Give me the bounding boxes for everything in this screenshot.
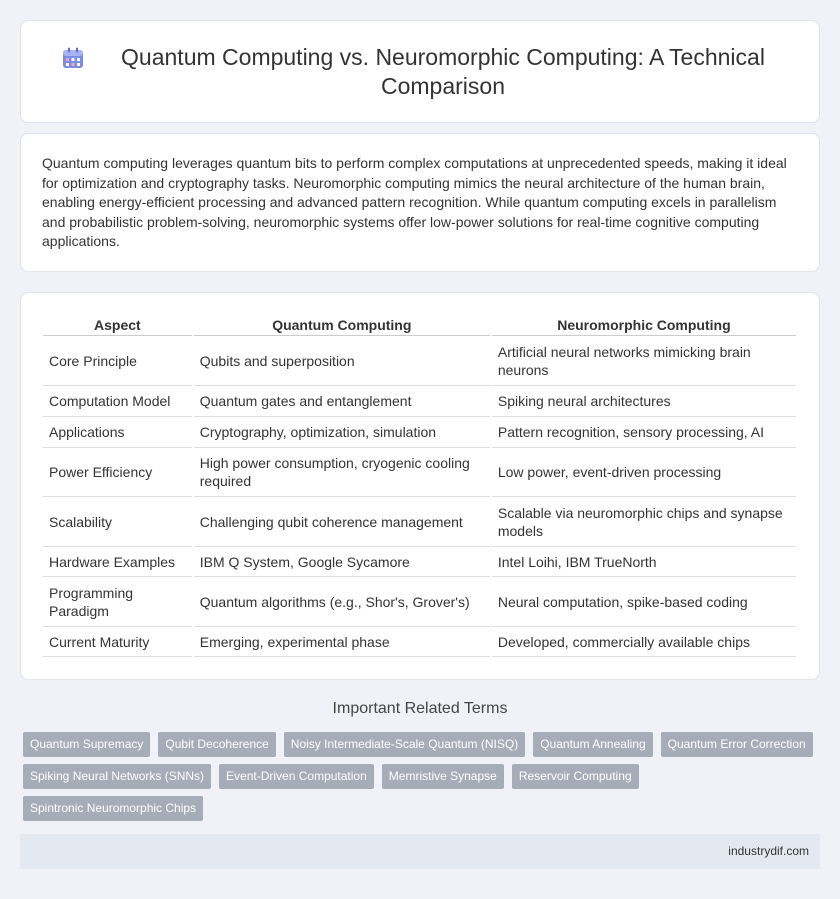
- cell-quantum: Cryptography, optimization, simulation: [194, 417, 490, 448]
- related-tag[interactable]: Spiking Neural Networks (SNNs): [23, 764, 211, 789]
- cell-quantum: Emerging, experimental phase: [194, 627, 490, 657]
- table-row: [43, 448, 796, 497]
- cell-neuromorphic: Pattern recognition, sensory processing, AI: [492, 417, 796, 448]
- related-tag[interactable]: Event-Driven Computation: [219, 764, 374, 789]
- cell-aspect: Current Maturity: [43, 627, 192, 657]
- cell-aspect: Core Principle: [43, 336, 192, 386]
- cell-aspect: Computation Model: [43, 386, 192, 417]
- cell-neuromorphic: Low power, event-driven processing: [492, 448, 796, 497]
- header-aspect: Aspect: [43, 313, 192, 336]
- cell-aspect: Scalability: [43, 497, 192, 547]
- comparison-table: [41, 313, 798, 657]
- table-header-row: [43, 313, 796, 336]
- cell-neuromorphic: Neural computation, spike-based coding: [492, 577, 796, 627]
- related-tag[interactable]: Memristive Synapse: [382, 764, 504, 789]
- footer: [20, 834, 820, 869]
- related-tag[interactable]: Quantum Error Correction: [661, 732, 813, 757]
- title-card: [20, 20, 820, 123]
- footer-site[interactable]: industrydif.com: [728, 844, 809, 858]
- intro-paragraph: Quantum computing leverages quantum bits to perform complex computations at unprecedented speeds, making it ideal for optimization and cryptography tasks. Neuromorphic computing mimics the neural architecture of the human brain, enabling energy-efficient processing and advanced pattern recognition. While quantum computing excels in parallelism and probabilistic problem-solving, neuromorphic systems offer low-power solutions for real-time cognitive computing applications.: [42, 155, 787, 250]
- cell-quantum: Challenging qubit coherence management: [194, 497, 490, 547]
- related-tag[interactable]: Reservoir Computing: [512, 764, 639, 789]
- intro-card: [20, 133, 820, 272]
- page-title: Quantum Computing vs. Neuromorphic Computing: A Technical Comparison: [121, 43, 765, 99]
- cell-neuromorphic: Developed, commercially available chips: [492, 627, 796, 657]
- table-row: [43, 627, 796, 657]
- table-row: [43, 497, 796, 547]
- table-row: [43, 547, 796, 577]
- header-quantum: Quantum Computing: [194, 313, 490, 336]
- related-terms-list: [23, 732, 823, 828]
- cell-aspect: Hardware Examples: [43, 547, 192, 577]
- related-tag[interactable]: Quantum Supremacy: [23, 732, 150, 757]
- comparison-card: [20, 292, 820, 680]
- cell-quantum: High power consumption, cryogenic cooling required: [194, 448, 490, 497]
- cell-neuromorphic: Spiking neural architectures: [492, 386, 796, 417]
- header-neuromorphic: Neuromorphic Computing: [492, 313, 796, 336]
- table-row: [43, 386, 796, 417]
- table-row: [43, 577, 796, 627]
- cell-aspect: Programming Paradigm: [43, 577, 192, 627]
- cell-aspect: Power Efficiency: [43, 448, 192, 497]
- related-terms-title: Important Related Terms: [332, 700, 508, 717]
- related-tag[interactable]: Quantum Annealing: [533, 732, 652, 757]
- cell-aspect: Applications: [43, 417, 192, 448]
- cell-neuromorphic: Artificial neural networks mimicking brain neurons: [492, 336, 796, 386]
- related-tag[interactable]: Qubit Decoherence: [158, 732, 275, 757]
- cell-quantum: Quantum algorithms (e.g., Shor's, Grover's): [194, 577, 490, 627]
- table-row: [43, 336, 796, 386]
- cell-quantum: IBM Q System, Google Sycamore: [194, 547, 490, 577]
- cell-neuromorphic: Intel Loihi, IBM TrueNorth: [492, 547, 796, 577]
- cell-quantum: Qubits and superposition: [194, 336, 490, 386]
- table-row: [43, 417, 796, 448]
- related-tag[interactable]: Noisy Intermediate-Scale Quantum (NISQ): [284, 732, 525, 757]
- calendar-icon: [61, 46, 85, 70]
- cell-quantum: Quantum gates and entanglement: [194, 386, 490, 417]
- cell-neuromorphic: Scalable via neuromorphic chips and synapse models: [492, 497, 796, 547]
- related-tag[interactable]: Spintronic Neuromorphic Chips: [23, 796, 203, 821]
